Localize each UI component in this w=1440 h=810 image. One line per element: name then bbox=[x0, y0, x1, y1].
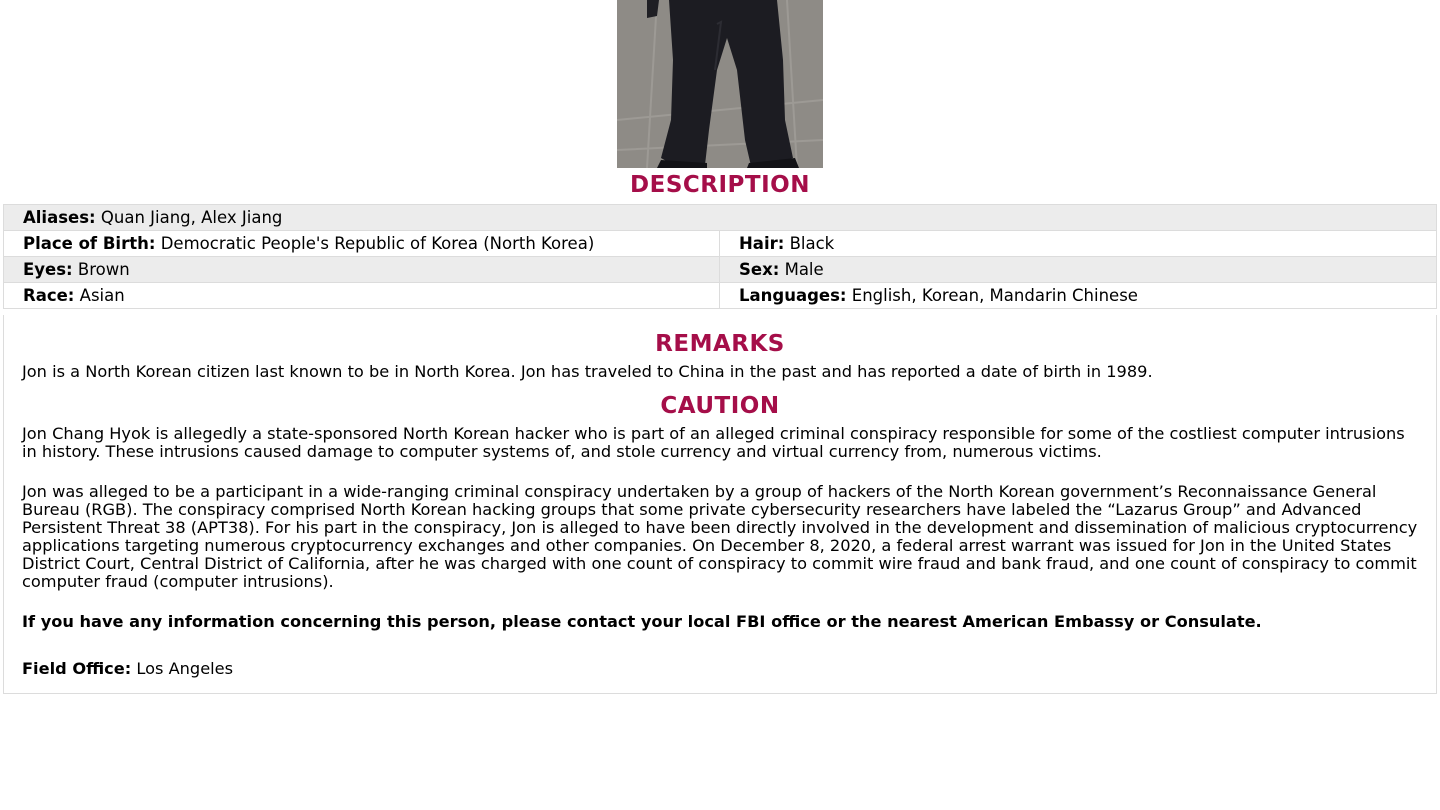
race-cell bbox=[4, 283, 720, 309]
aliases-cell bbox=[4, 205, 1437, 231]
languages-value: English, Korean, Mandarin Chinese bbox=[851, 286, 1138, 305]
caution-paragraph-2: Jon was alleged to be a participant in a wide-ranging criminal conspiracy undertaken by a group of hackers of the North Korean government’s Reconnaissance General Bureau (RGB). The conspiracy comprised North Korean hacking groups that some private cybersecurity researchers have labeled the “Lazarus Group” and Advanced Persistent Threat 38 (APT38). For his part in the conspiracy, Jon is alleged to have been directly involved in the development and dissemination of malicious cryptocurrency applications targeting numerous cryptocurrency exchanges and other companies. On December 8, 2020, a federal arrest warrant was issued for Jon in the United States District Court, Central District of California, after he was charged with one count of conspiracy to commit wire fraud and bank fraud, and one count of conspiracy to commit computer fraud (computer intrusions). bbox=[22, 482, 1418, 591]
remarks-heading: REMARKS bbox=[655, 331, 785, 357]
hair-cell bbox=[720, 231, 1437, 257]
eyes-label: Eyes: bbox=[23, 260, 73, 279]
description-heading: DESCRIPTION bbox=[630, 172, 810, 198]
description-row-eyes-sex bbox=[4, 257, 1437, 283]
field-office-label: Field Office: bbox=[22, 659, 132, 678]
aliases-label: Aliases: bbox=[23, 208, 96, 227]
description-row-birth-hair bbox=[4, 231, 1437, 257]
place-of-birth-value: Democratic People's Republic of Korea (North Korea) bbox=[160, 234, 595, 253]
eyes-value: Brown bbox=[77, 260, 130, 279]
description-row-aliases bbox=[4, 205, 1437, 231]
caution-paragraph-1: Jon Chang Hyok is allegedly a state-sponsored North Korean hacker who is part of an alleged criminal conspiracy responsible for some of the costliest computer intrusions in history. These intrusions caused damage to computer systems of, and stole currency and virtual currency from, numerous victims. bbox=[22, 424, 1405, 461]
sex-value: Male bbox=[784, 260, 824, 279]
description-table bbox=[3, 204, 1437, 309]
caution-heading: CAUTION bbox=[660, 393, 780, 419]
contact-notice: If you have any information concerning this person, please contact your local FBI office or the nearest American Embassy or Consulate. bbox=[22, 612, 1262, 631]
race-value: Asian bbox=[79, 286, 125, 305]
aliases-value: Quan Jiang, Alex Jiang bbox=[100, 208, 283, 227]
place-of-birth-label: Place of Birth: bbox=[23, 234, 156, 253]
eyes-cell bbox=[4, 257, 720, 283]
hair-label: Hair: bbox=[739, 234, 785, 253]
sex-label: Sex: bbox=[739, 260, 780, 279]
race-label: Race: bbox=[23, 286, 75, 305]
field-office-value: Los Angeles bbox=[136, 659, 234, 678]
languages-label: Languages: bbox=[739, 286, 847, 305]
field-office bbox=[22, 660, 1422, 678]
wanted-person-photo bbox=[617, 0, 823, 168]
wanted-person-photo-icon bbox=[617, 0, 823, 168]
sex-cell bbox=[720, 257, 1437, 283]
place-of-birth-cell bbox=[4, 231, 720, 257]
description-row-race-languages bbox=[4, 283, 1437, 309]
languages-cell bbox=[720, 283, 1437, 309]
remarks-text: Jon is a North Korean citizen last known to be in North Korea. Jon has traveled to China in the past and has reported a date of birth in 1989. bbox=[22, 362, 1153, 381]
hair-value: Black bbox=[789, 234, 835, 253]
